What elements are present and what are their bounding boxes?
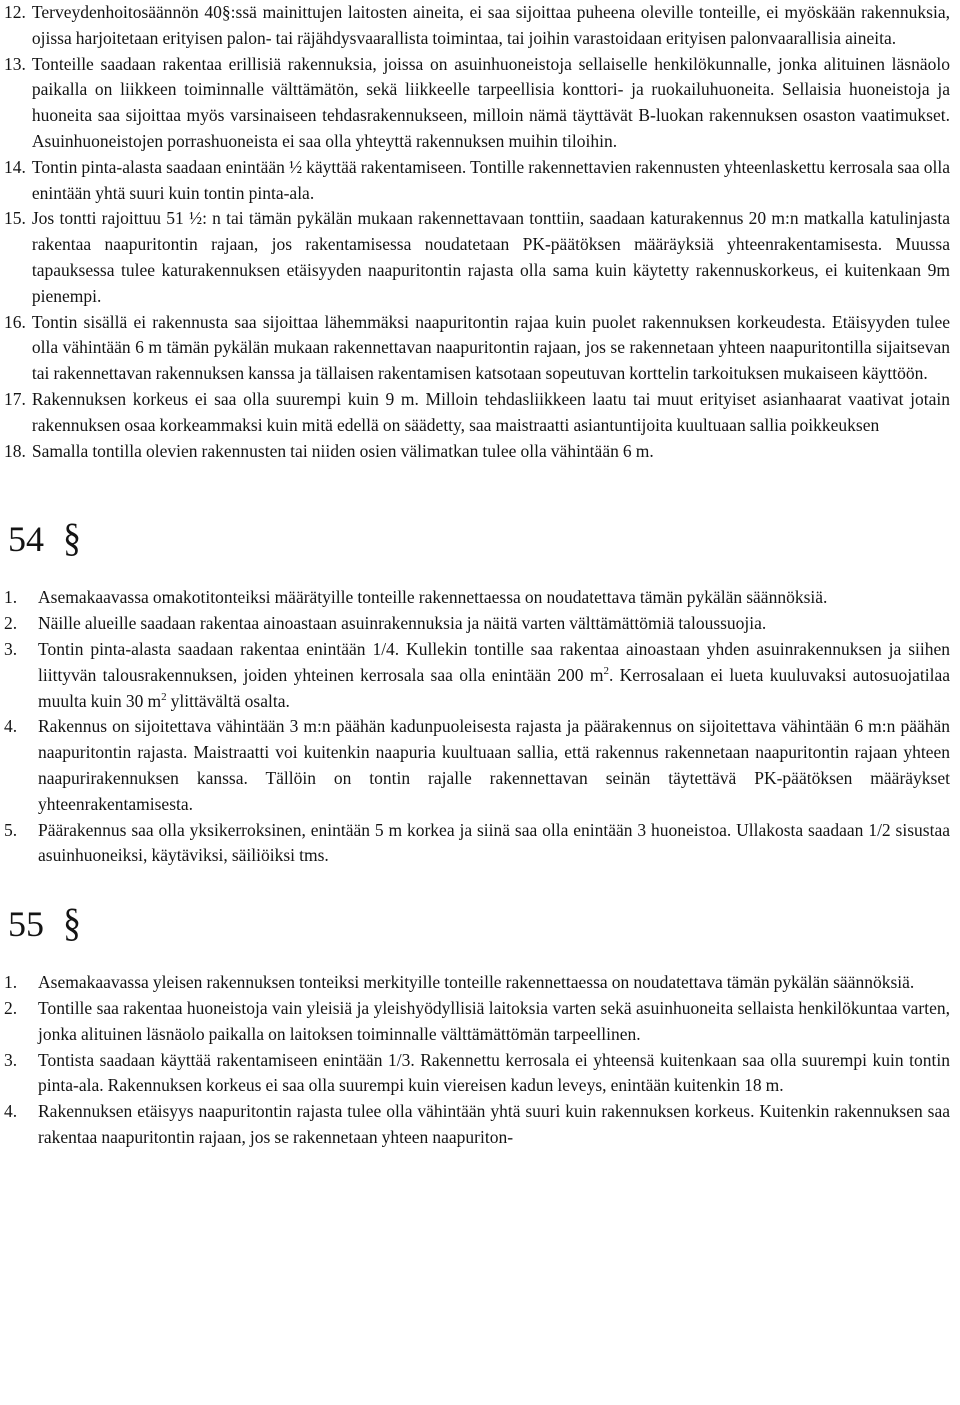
item-number: 1.	[4, 972, 18, 993]
list-item	[4, 611, 950, 637]
list-item	[4, 996, 950, 1048]
section-number: 55	[8, 904, 44, 945]
item-number: 17.	[4, 388, 26, 409]
list-item-16	[4, 310, 950, 387]
regulation-list-top	[4, 0, 950, 464]
section-number: 54	[8, 519, 44, 560]
list-item-12	[4, 0, 950, 52]
list-item-17	[4, 387, 950, 439]
item-number: 16.	[4, 311, 26, 332]
item-text: Jos tontti rajoittuu 51 ½: n tai tämän pykälän mukaan rakennettavaan tonttiin, saadaan katurakennus 20 m:n matkalla katulinjasta rakentaa naapuritontin rajaan, jos rakentamisessa noudatetaan PK-päätöksen määräyksiä yhteenrakentamisesta. Muussa tapauksessa tulee katurakennuksen etäisyyden naapuritontin rajasta olla sama kuin käytetty rakennuskorkeus, ei kuitenkaan 9m pienempi.	[31, 208, 950, 306]
list-item	[4, 637, 950, 714]
list-item	[4, 818, 950, 870]
item-text-part: Tontin pinta-alasta saadaan rakentaa enintään 1/4. Kullekin tontille saa rakentaa ainoastaan yhden asuinrakennuksen ja siihen liittyvän talousrakennuksen, joiden yhteinen kerrosala saa olla enintään 200 m	[38, 638, 950, 685]
item-text: Näille alueille saadaan rakentaa ainoastaan asuinrakennuksia ja näitä varten välttämättömiä taloussuojia.	[38, 613, 767, 634]
item-number: 4.	[4, 716, 18, 737]
list-item	[4, 970, 950, 996]
item-number: 14.	[4, 156, 26, 177]
item-number: 15.	[4, 208, 26, 229]
section-55-list	[4, 970, 950, 1151]
section-sign: §	[63, 900, 81, 946]
item-text: Rakennus on sijoitettava vähintään 3 m:n päähän kadunpuoleisesta rajasta ja päärakennus on sijoitettava vähintään 6 m:n päähän naapuritontin rajasta. Maistraatti voi kuitenkin naapuria kuultuaan sallia, että rakennus rakennetaan naapuritontin rajaan yhteen naapurirakennuksen kanssa. Tällöin on tontin rajalle rakennettavan seinän täytettävä PK-päätöksen määräykset yhteenrakentamisesta.	[38, 716, 950, 814]
item-number: 18.	[4, 440, 26, 461]
item-text: Tonteille saadaan rakentaa erillisiä rakennuksia, joissa on asuinhuoneistoja sellaiselle henkilökunnalle, jonka alituinen läsnäolo paikalla on liikkeen toiminnalle välttämätön, sekä liikkeelle tarpeellisia konttori- ja ruokailuhuoneita. Sellaisia huoneistoja ja huoneita saa sijoittaa myös varsinaiseen tehdasrakennukseen, milloin nämä täyttävät B-luokan rakennuksen osaston vaatimukset. Asuinhuoneistojen porrashuoneista ei saa olla yhteyttä rakennuksen muihin tiloihin.	[31, 53, 950, 151]
superscript: 2	[603, 664, 609, 677]
item-text-part: ylittävältä osalta.	[166, 690, 290, 711]
item-text	[38, 637, 950, 714]
item-number: 3.	[4, 638, 18, 659]
list-item-13	[4, 52, 950, 155]
list-item-15	[4, 206, 950, 309]
item-text: Tontista saadaan käyttää rakentamiseen enintään 1/3. Rakennettu kerrosala ei yhteensä kuitenkaan saa olla suurempi kuin tontin pinta-ala. Rakennuksen korkeus ei saa olla suurempi kuin viereisen kadun leveys, enintään kuitenkin 18 m.	[38, 1049, 950, 1096]
item-number: 2.	[4, 997, 18, 1018]
list-item-18	[4, 439, 950, 465]
item-text: Rakennuksen etäisyys naapuritontin rajasta tulee olla vähintään yhtä suuri kuin rakennuksen korkeus. Kuitenkin rakennuksen saa rakentaa naapuritontin rajaan, jos se rakennetaan yhteen naapuriton-	[38, 1101, 950, 1147]
list-item	[4, 585, 950, 611]
item-text: Samalla tontilla olevien rakennusten tai niiden osien välimatkan tulee olla vähintään 6 m.	[31, 440, 654, 461]
list-item	[4, 1048, 950, 1100]
item-text: Päärakennus saa olla yksikerroksinen, enintään 5 m korkea ja siinä saa olla enintään 3 huoneistoa. Ullakosta saadaan 1/2 sisustaa asuinhuoneiksi, käytäviksi, säiliöiksi tms.	[38, 819, 950, 866]
item-number: 3.	[4, 1049, 18, 1070]
item-text-part: . Kerrosalaan ei lueta kuuluvaksi autosuojatilaa muulta kuin 30 m	[38, 664, 950, 711]
item-text: Tontin pinta-alasta saadaan enintään ½ käyttää rakentamiseen. Tontille rakennettavien rakennusten yhteenlaskettu kerrosala saa olla enintään yhtä suuri kuin tontin pinta-ala.	[31, 156, 950, 203]
list-item-14	[4, 155, 950, 207]
section-heading-54	[8, 515, 950, 561]
item-text: Asemakaavassa yleisen rakennuksen tonteiksi merkityille tonteille rakennettaessa on noudatettava tämän pykälän säännöksiä.	[38, 972, 915, 993]
list-item	[4, 714, 950, 817]
section-54-list	[4, 585, 950, 869]
item-text: Tontin sisällä ei rakennusta saa sijoittaa lähemmäksi naapuritontin rajaa kuin puolet rakennuksen korkeudesta. Etäisyyden tulee olla vähintään 6 m tämän pykälän mukaan rakennettavan naapuritontin rajaan, jos se rakennetaan yhteen naapuritontilla sijaitsevan tai rakennettavan rakennuksen kanssa ja tällaisen rakentamisen katsotaan sopeutuvan korttelin tarkoituksen mukaiseen käyttöön.	[31, 311, 950, 384]
item-text: Rakennuksen korkeus ei saa olla suurempi kuin 9 m. Milloin tehdasliikkeen laatu tai muut erityiset asianhaarat vaativat jotain rakennuksen osaa korkeammaksi kuin mitä edellä on säädetty, saa maistraatti asiantuntijoita kuultuaan sallia poikkeuksen	[31, 388, 950, 435]
item-number: 2.	[4, 613, 18, 634]
item-number: 12.	[4, 2, 26, 22]
section-sign: §	[63, 515, 81, 561]
item-text: Terveydenhoitosäännön 40§:ssä mainittujen laitosten aineita, ei saa sijoittaa puheena oleville tonteille, ei myöskään rakennuksia, ojissa harjoitetaan erityisen palon- tai räjähdysvaarallista toimintaa, tai joihin varastoidaan erityisen palonvaarallisia aineita.	[31, 2, 950, 48]
item-number: 4.	[4, 1101, 18, 1122]
superscript: 2	[161, 690, 167, 703]
item-number: 1.	[4, 587, 18, 608]
section-heading-55	[8, 900, 950, 946]
item-number: 5.	[4, 819, 18, 840]
item-text: Tontille saa rakentaa huoneistoja vain yleisiä ja yleishyödyllisiä laitoksia varten sekä asuinhuoneita sellaista henkilökuntaa varten, jonka alituinen läsnäolo paikalla on laitoksen toiminnalle välttämättömän tarpeellinen.	[38, 997, 950, 1044]
list-item	[4, 1099, 950, 1151]
item-number: 13.	[4, 53, 26, 74]
item-text: Asemakaavassa omakotitonteiksi määrätyille tonteille rakennettaessa on noudatettava tämän pykälän säännöksiä.	[38, 587, 828, 608]
